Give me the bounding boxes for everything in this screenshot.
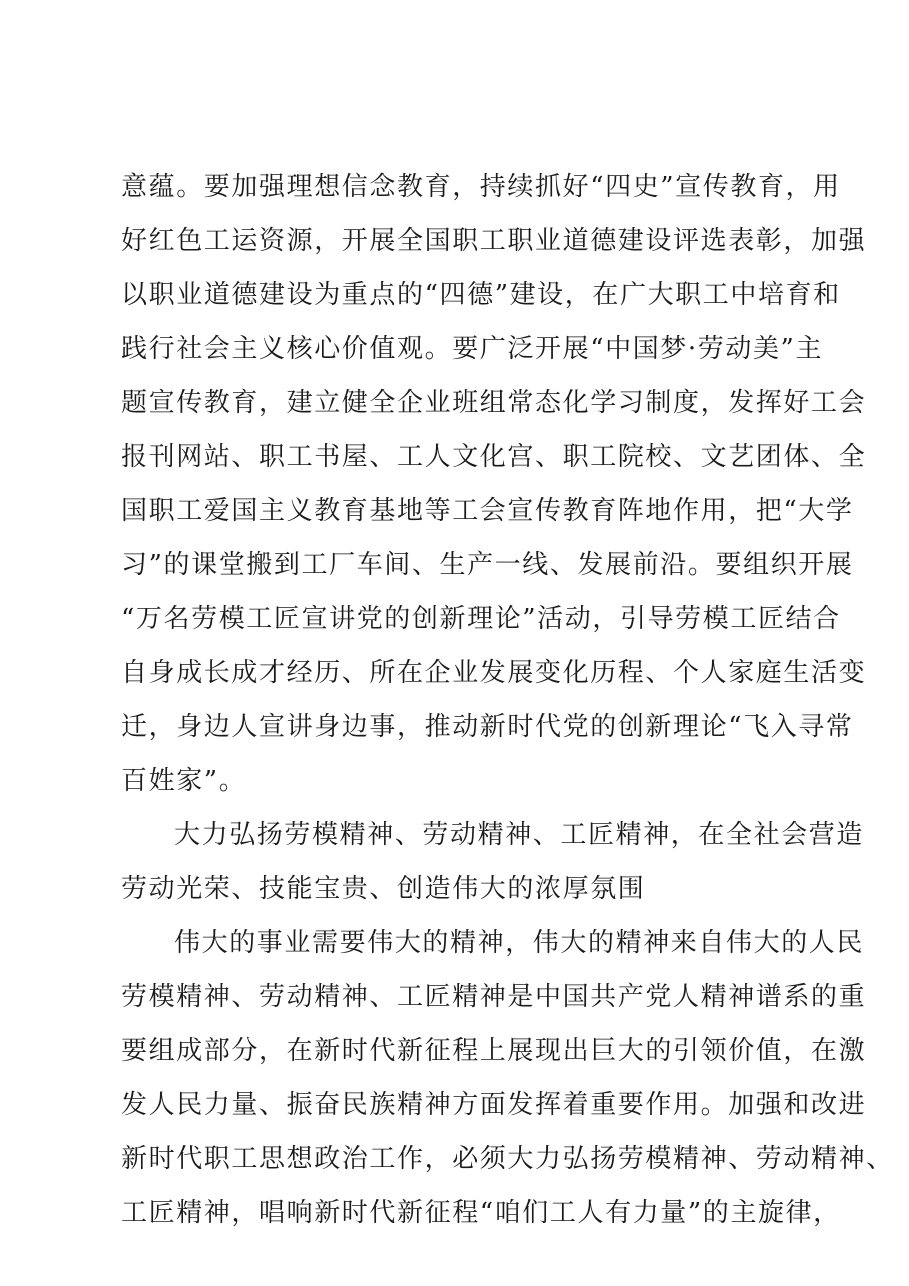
text-line: 伟大的事业需要伟大的精神，伟大的精神来自伟大的人民 <box>174 928 865 958</box>
text-line: 劳模精神、劳动精神、工匠精神是中国共产党人精神谱系的重 <box>121 982 867 1012</box>
text-line: 好红色工运资源，开展全国职工职业道德建设评选表彰，加强 <box>121 226 867 256</box>
text-line: 新时代职工思想政治工作，必须大力弘扬劳模精神、劳动精神、 <box>121 1144 894 1174</box>
text-line: 迁，身边人宣讲身边事，推动新时代党的创新理论“飞入寻常 <box>121 712 854 742</box>
text-line: 题宣传教育，建立健全企业班组常态化学习制度，发挥好工会 <box>121 388 867 418</box>
section-heading-line: 大力弘扬劳模精神、劳动精神、工匠精神，在全社会营造 <box>174 820 865 850</box>
text-line: 自身成长成才经历、所在企业发展变化历程、个人家庭生活变 <box>121 658 867 688</box>
text-line: 工匠精神，唱响新时代新征程“咱们工人有力量”的主旋律， <box>121 1198 841 1228</box>
text-line: 意蕴。要加强理想信念教育，持续抓好“四史”宣传教育，用 <box>121 172 841 202</box>
text-line: 国职工爱国主义教育基地等工会宣传教育阵地作用，把“大学 <box>121 496 854 526</box>
section-heading-line: 劳动光荣、技能宝贵、创造伟大的浓厚氛围 <box>121 874 646 904</box>
text-line: “万名劳模工匠宣讲党的创新理论”活动，引导劳模工匠结合 <box>121 604 841 634</box>
text-line: 要组成部分，在新时代新征程上展现出巨大的引领价值，在激 <box>121 1036 867 1066</box>
text-line: 以职业道德建设为重点的“四德”建设，在广大职工中培育和 <box>121 280 841 310</box>
text-line: 发人民力量、振奋民族精神方面发挥着重要作用。加强和改进 <box>121 1090 867 1120</box>
text-line: 践行社会主义核心价值观。要广泛开展“中国梦·劳动美”主 <box>121 334 824 364</box>
text-line: 报刊网站、职工书屋、工人文化宫、职工院校、文艺团体、全 <box>121 442 867 472</box>
text-line: 百姓家”。 <box>121 766 247 796</box>
text-line: 习”的课堂搬到工厂车间、生产一线、发展前沿。要组织开展 <box>121 550 854 580</box>
